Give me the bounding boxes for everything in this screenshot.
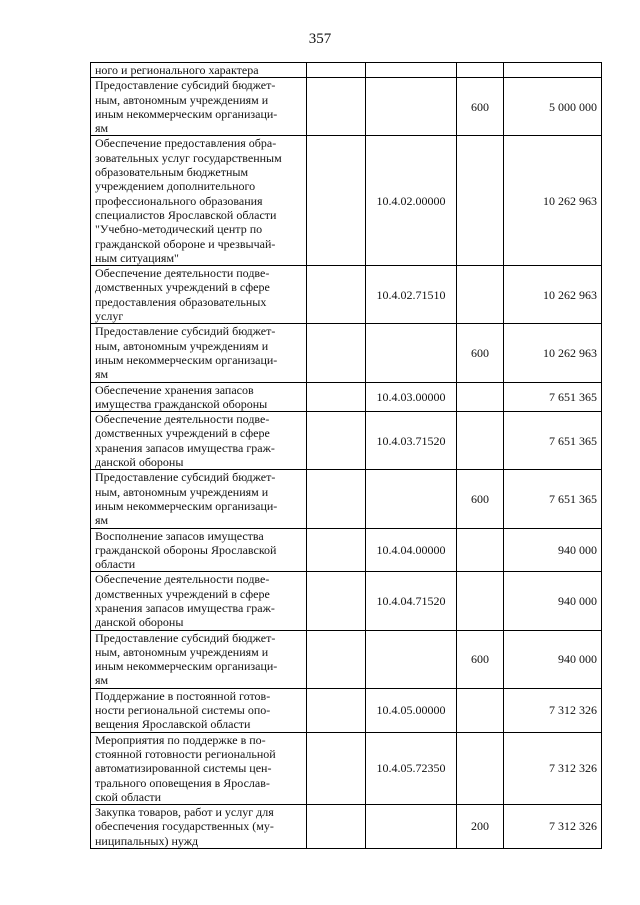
row-code-cell: 10.4.02.00000 [366, 136, 457, 266]
row-sum-cell: 7 651 365 [504, 412, 602, 470]
row-expense-kind-cell: 600 [457, 78, 504, 136]
row-empty-cell [307, 136, 366, 266]
row-empty-cell [307, 63, 366, 78]
table-row [91, 63, 602, 78]
row-name-cell: Обеспечение деятельности подве- домственных учреждений в сфере хранения запасов имущества граж- данской обороны [91, 572, 307, 630]
row-empty-cell [307, 572, 366, 630]
page-number: 357 [308, 31, 332, 47]
table-row [91, 572, 602, 630]
table-row [91, 470, 602, 528]
row-code-cell: 10.4.03.00000 [366, 382, 457, 412]
row-code-cell [366, 63, 457, 78]
row-sum-cell [504, 63, 602, 78]
row-expense-kind-cell: 600 [457, 630, 504, 688]
row-name-cell: Обеспечение хранения запасов имущества гражданской обороны [91, 382, 307, 412]
budget-table [90, 62, 602, 849]
row-empty-cell [307, 630, 366, 688]
row-expense-kind-cell [457, 136, 504, 266]
row-code-cell: 10.4.05.00000 [366, 688, 457, 732]
row-code-cell [366, 470, 457, 528]
row-expense-kind-cell [457, 412, 504, 470]
row-name-cell: Предоставление субсидий бюджет- ным, автономным учреждениям и иным некоммерческим организаци- ям [91, 78, 307, 136]
row-expense-kind-cell: 600 [457, 470, 504, 528]
row-sum-cell: 7 651 365 [504, 470, 602, 528]
table-row [91, 266, 602, 324]
row-empty-cell [307, 805, 366, 849]
row-code-cell: 10.4.04.71520 [366, 572, 457, 630]
row-code-cell: 10.4.03.71520 [366, 412, 457, 470]
row-sum-cell: 940 000 [504, 630, 602, 688]
row-name-cell: Предоставление субсидий бюджет- ным, автономным учреждениям и иным некоммерческим организаци- ям [91, 630, 307, 688]
table-row [91, 412, 602, 470]
row-code-cell [366, 78, 457, 136]
row-name-cell: Обеспечение деятельности подве- домственных учреждений в сфере предоставления образовательных услуг [91, 266, 307, 324]
row-sum-cell: 940 000 [504, 528, 602, 572]
table-row [91, 630, 602, 688]
row-expense-kind-cell [457, 732, 504, 804]
table-row [91, 688, 602, 732]
row-empty-cell [307, 470, 366, 528]
row-expense-kind-cell [457, 688, 504, 732]
row-name-cell: Поддержание в постоянной готов- ности региональной системы опо- вещения Ярославской области [91, 688, 307, 732]
table-row [91, 382, 602, 412]
row-empty-cell [307, 412, 366, 470]
row-empty-cell [307, 528, 366, 572]
row-code-cell: 10.4.02.71510 [366, 266, 457, 324]
row-expense-kind-cell [457, 572, 504, 630]
row-sum-cell: 7 651 365 [504, 382, 602, 412]
row-expense-kind-cell: 200 [457, 805, 504, 849]
row-name-cell: Обеспечение деятельности подве- домственных учреждений в сфере хранения запасов имущества граж- данской обороны [91, 412, 307, 470]
row-name-cell: Обеспечение предоставления обра- зовательных услуг государственным образовательным бюджетным учреждением дополнительного профессионального образования специалистов Ярославской области "Учебно-методический центр по гражданской обороне и чрезвычай- ным ситуациям" [91, 136, 307, 266]
table-row [91, 136, 602, 266]
row-sum-cell: 7 312 326 [504, 732, 602, 804]
row-sum-cell: 7 312 326 [504, 805, 602, 849]
budget-table-body [91, 63, 602, 849]
row-sum-cell: 10 262 963 [504, 136, 602, 266]
row-code-cell [366, 324, 457, 382]
row-expense-kind-cell: 600 [457, 324, 504, 382]
row-name-cell: Закупка товаров, работ и услуг для обеспечения государственных (му- ниципальных) нужд [91, 805, 307, 849]
row-name-cell: Предоставление субсидий бюджет- ным, автономным учреждениям и иным некоммерческим организаци- ям [91, 470, 307, 528]
row-sum-cell: 5 000 000 [504, 78, 602, 136]
row-empty-cell [307, 324, 366, 382]
row-expense-kind-cell [457, 266, 504, 324]
row-code-cell: 10.4.05.72350 [366, 732, 457, 804]
row-sum-cell: 7 312 326 [504, 688, 602, 732]
row-sum-cell: 940 000 [504, 572, 602, 630]
row-code-cell: 10.4.04.00000 [366, 528, 457, 572]
table-row [91, 805, 602, 849]
row-expense-kind-cell [457, 382, 504, 412]
table-row [91, 78, 602, 136]
row-empty-cell [307, 266, 366, 324]
table-row [91, 732, 602, 804]
row-name-cell: Восполнение запасов имущества гражданской обороны Ярославской области [91, 528, 307, 572]
row-expense-kind-cell [457, 63, 504, 78]
row-empty-cell [307, 732, 366, 804]
row-empty-cell [307, 78, 366, 136]
table-row [91, 528, 602, 572]
row-sum-cell: 10 262 963 [504, 266, 602, 324]
table-row [91, 324, 602, 382]
row-name-cell: ного и регионального характера [91, 63, 307, 78]
row-name-cell: Мероприятия по поддержке в по- стоянной готовности региональной автоматизированной системы цен- трального оповещения в Ярослав- ской области [91, 732, 307, 804]
row-empty-cell [307, 382, 366, 412]
row-empty-cell [307, 688, 366, 732]
row-expense-kind-cell [457, 528, 504, 572]
row-code-cell [366, 630, 457, 688]
row-code-cell [366, 805, 457, 849]
row-sum-cell: 10 262 963 [504, 324, 602, 382]
row-name-cell: Предоставление субсидий бюджет- ным, автономным учреждениям и иным некоммерческим организаци- ям [91, 324, 307, 382]
